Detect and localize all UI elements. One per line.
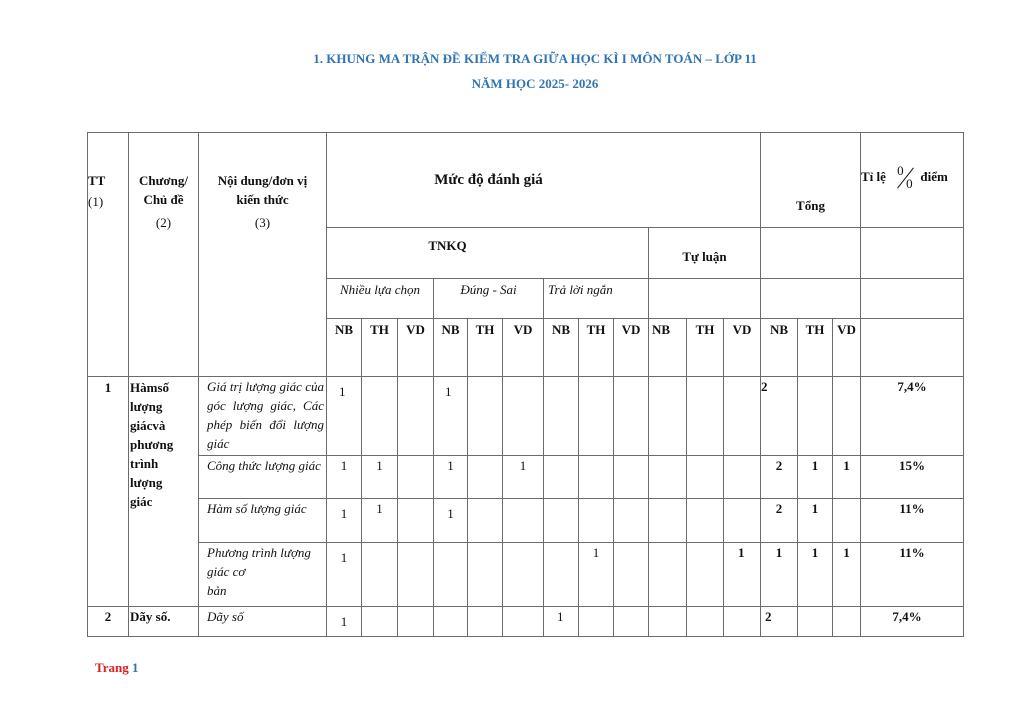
level-header: VD [724, 319, 761, 377]
header-tt [88, 133, 129, 377]
row-content: Giá trị lượng giác của góc lượng giác, Các phép biến đổi lượng giác [199, 377, 327, 456]
row-content: Công thức lượng giác [199, 456, 327, 499]
cell-value [398, 377, 434, 456]
cell-value: 1 [434, 456, 468, 499]
cell-value [434, 607, 468, 637]
cell-value [687, 607, 724, 637]
content-line: giác cơ [207, 564, 246, 579]
cell-value [614, 377, 649, 456]
level-header: TH [798, 319, 833, 377]
page-number: 1 [131, 660, 139, 675]
cell-value [503, 499, 544, 543]
cell-total: 1 [761, 543, 798, 607]
header-chapter-line2: Chủ đề [143, 192, 184, 207]
level-header: VD [833, 319, 861, 377]
cell-value [724, 499, 761, 543]
cell-value [362, 543, 398, 607]
row-ratio: 7,4% [861, 377, 964, 456]
cell-value [579, 456, 614, 499]
cell-value [724, 377, 761, 456]
header-row-1 [88, 133, 964, 228]
table-row [88, 499, 964, 543]
cell-value: 1 [503, 456, 544, 499]
header-assessment-level: Mức độ đánh giá [327, 133, 761, 228]
cell-value [579, 377, 614, 456]
cell-value: 1 [362, 499, 398, 543]
topic-line: giácvà [130, 418, 166, 433]
row-ratio: 15% [861, 456, 964, 499]
document-title: 1. KHUNG MA TRẬN ĐỀ KIỂM TRA GIỮA HỌC KÌ I MÔN TOÁN – LỚP 11 [313, 51, 757, 66]
cell-value [362, 377, 398, 456]
cell-value [649, 499, 687, 543]
page-footer [95, 660, 138, 676]
row-tt: 2 [88, 607, 129, 637]
cell-value [649, 456, 687, 499]
cell-value [398, 456, 434, 499]
cell-value [614, 456, 649, 499]
level-header: VD [398, 319, 434, 377]
cell-value [398, 543, 434, 607]
header-ratio-blank [861, 228, 964, 279]
table-row [88, 543, 964, 607]
page-label: Trang [95, 660, 129, 675]
cell-value [503, 377, 544, 456]
header-short-answer: Trả lời ngắn [544, 279, 649, 319]
percent-top: 0 [897, 163, 904, 178]
cell-value: 1 [327, 377, 362, 456]
ratio-label-points: điểm [920, 168, 948, 184]
table-row [88, 456, 964, 499]
cell-value: 1 [327, 543, 362, 607]
header-content-line2: kiến thức [236, 192, 289, 207]
header-chapter-line1: Chương/ [139, 173, 188, 188]
cell-value [614, 543, 649, 607]
topic-line: lượng [130, 399, 163, 414]
cell-value [579, 607, 614, 637]
cell-total [833, 377, 861, 456]
cell-value [544, 456, 579, 499]
topic-line: trình [130, 456, 159, 471]
row-ratio: 11% [861, 499, 964, 543]
cell-value: 1 [327, 499, 362, 543]
cell-value [468, 377, 503, 456]
percent-icon [895, 165, 917, 191]
header-total: Tổng [761, 133, 861, 228]
cell-value [687, 543, 724, 607]
cell-value [503, 543, 544, 607]
cell-total: 1 [833, 543, 861, 607]
ratio-label: Tỉ lệ [861, 168, 886, 184]
cell-total [833, 499, 861, 543]
header-total-blank-2 [761, 279, 861, 319]
cell-value [398, 499, 434, 543]
cell-value [724, 456, 761, 499]
cell-value [687, 377, 724, 456]
cell-value [724, 607, 761, 637]
cell-total: 2 [761, 499, 798, 543]
table-row [88, 607, 964, 637]
row-content: Dãy số [199, 607, 327, 637]
topic-line: Hàmsố [130, 380, 169, 395]
cell-value [649, 543, 687, 607]
header-tt-num: (1) [88, 194, 104, 209]
cell-value: 1 [544, 607, 579, 637]
percent-bottom: 0 [906, 176, 913, 191]
level-header: NB [544, 319, 579, 377]
cell-value: 1 [579, 543, 614, 607]
cell-total: 2 [761, 377, 798, 456]
cell-value: 1 [434, 499, 468, 543]
cell-value [649, 607, 687, 637]
header-essay: Tự luận [649, 228, 761, 279]
cell-value [614, 499, 649, 543]
row-content: Hàm số lượng giác [199, 499, 327, 543]
cell-value [544, 499, 579, 543]
topic-line: phương [130, 437, 174, 452]
header-chapter [129, 133, 199, 377]
cell-value [544, 543, 579, 607]
cell-value: 1 [327, 456, 362, 499]
level-header: TH [468, 319, 503, 377]
header-chapter-num: (2) [155, 215, 172, 230]
cell-value [468, 543, 503, 607]
cell-total: 1 [798, 499, 833, 543]
row-topic [129, 377, 199, 607]
cell-value [687, 499, 724, 543]
cell-value: 1 [362, 456, 398, 499]
cell-value [503, 607, 544, 637]
header-mcq: Nhiều lựa chọn [327, 279, 434, 319]
cell-value: 1 [724, 543, 761, 607]
level-header: VD [503, 319, 544, 377]
level-header: TH [687, 319, 724, 377]
header-ratio-blank-2 [861, 279, 964, 319]
row-ratio: 7,4% [861, 607, 964, 637]
cell-value [434, 543, 468, 607]
cell-total: 1 [798, 543, 833, 607]
header-content [199, 133, 327, 377]
level-header: TH [579, 319, 614, 377]
cell-value [649, 377, 687, 456]
header-true-false: Đúng - Sai [434, 279, 544, 319]
row-content [199, 543, 327, 607]
cell-total: 1 [833, 456, 861, 499]
header-total-blank [761, 228, 861, 279]
cell-total: 2 [761, 456, 798, 499]
topic-line: giác [130, 494, 153, 509]
cell-value: 1 [327, 607, 362, 637]
header-content-num: (3) [254, 215, 271, 230]
cell-total [798, 607, 833, 637]
row-topic: Dãy số. [129, 607, 199, 637]
row-ratio: 11% [861, 543, 964, 607]
cell-value [687, 456, 724, 499]
header-essay-blank [649, 279, 761, 319]
cell-value [468, 607, 503, 637]
cell-value [468, 456, 503, 499]
level-header: TH [362, 319, 398, 377]
cell-value [614, 607, 649, 637]
level-header: NB [649, 319, 687, 377]
cell-value [544, 377, 579, 456]
cell-value [398, 607, 434, 637]
content-line: bản [207, 583, 227, 598]
level-header: VD [614, 319, 649, 377]
header-tt-label: TT [88, 173, 106, 188]
row-tt: 1 [88, 377, 129, 607]
school-year-title: NĂM HỌC 2025- 2026 [471, 76, 599, 91]
level-header: NB [761, 319, 798, 377]
cell-total: 1 [798, 456, 833, 499]
topic-line: lượng [130, 475, 163, 490]
header-tnkq: TNKQ [327, 228, 649, 279]
cell-total: 2 [761, 607, 798, 637]
assessment-matrix-table [87, 132, 964, 637]
table-row [88, 377, 964, 456]
cell-value [362, 607, 398, 637]
level-header: NB [327, 319, 362, 377]
header-ratio [861, 133, 964, 228]
cell-total [833, 607, 861, 637]
cell-value [579, 499, 614, 543]
content-line: Phương trình lượng [207, 545, 311, 560]
header-content-line1: Nội dung/đơn vị [217, 173, 308, 188]
cell-value: 1 [434, 377, 468, 456]
level-header: NB [434, 319, 468, 377]
cell-value [468, 499, 503, 543]
cell-total [798, 377, 833, 456]
header-ratio-blank-3 [861, 319, 964, 377]
